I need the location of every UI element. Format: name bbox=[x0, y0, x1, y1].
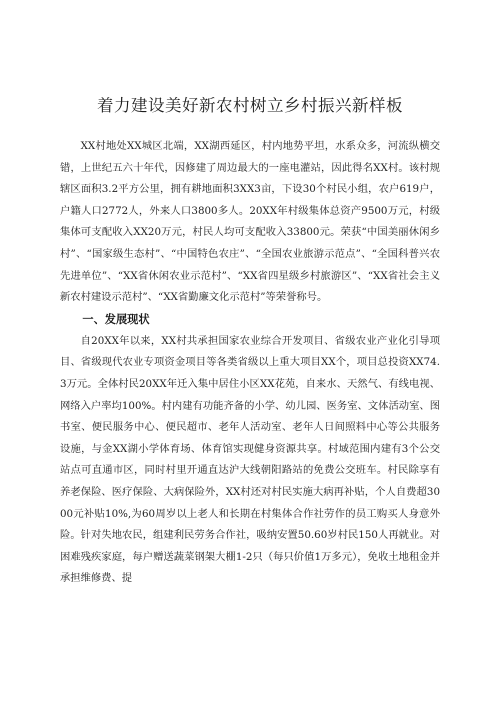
section-heading-development-status: 一、发展现状 bbox=[82, 312, 150, 326]
intro-paragraph: XX村地处XX城区北端，XX湖西延区，村内地势平坦，水系众多，河流纵横交错，上世纪五六十年代，因修建了周边最大的一座电灌站，因此得名XX村。该村规辖区面积3.2平方公里，拥有耕地面积3XX3亩，下设30个村民小组，农户619户，户籍人口2772人，外来人口3800多人。20XX年村级集体总资产9500万元，村级集体可支配收入XX20万元，村民人均可支配收入33800元。荣获“中国美丽休闲乡村”、“国家级生态村”、“中国特色农庄”、“全国农业旅游示范点”、“全国科普兴农先进单位”、“XX省休闲农业示范村”、“XX省四星级乡村旅游区”、“XX省社会主义新农村建设示范村”、“XX省勤廉文化示范村”等荣誉称号。 bbox=[60, 140, 440, 304]
development-status-paragraph: 自20XX年以来，XX村共承担国家农业综合开发项目、省级农业产业化引导项目、省级现代农业专项资金项目等各类省级以上重大项目XX个，项目总投资XX74.3万元。全体村民20XX年迁入集中居住小区XX花苑，自来水、天然气、有线电视、网络入户率均100%。村内建有功能齐备的小学、幼儿园、医务室、文体活动室、图书室、便民服务中心、便民超市、老年人活动室、老年人日间照料中心等公共服务设施，与金XX湖小学体育场、体育馆实现健身资源共享。村域范围内建有3个公交站点可直通市区，同时村里开通直达沪大线朝阳路站的免费公交班车。村民除享有养老保险、医疗保险、大病保险外，XX村还对村民实施大病再补贴，个人自费超3000元补贴10%,为60周岁以上老人和长期在村集体合作社劳作的员工购买人身意外险。针对失地农民，组建利民劳务合作社，吸纳安置50.60岁村民150人再就业。对困难残疾家庭，每户赠送蔬菜钢架大棚1-2只（每只价值1万多元），免收土地租金并承担维修费、提 bbox=[60, 334, 440, 585]
document-title: 着力建设美好新农村树立乡村振兴新样板 bbox=[97, 96, 403, 115]
